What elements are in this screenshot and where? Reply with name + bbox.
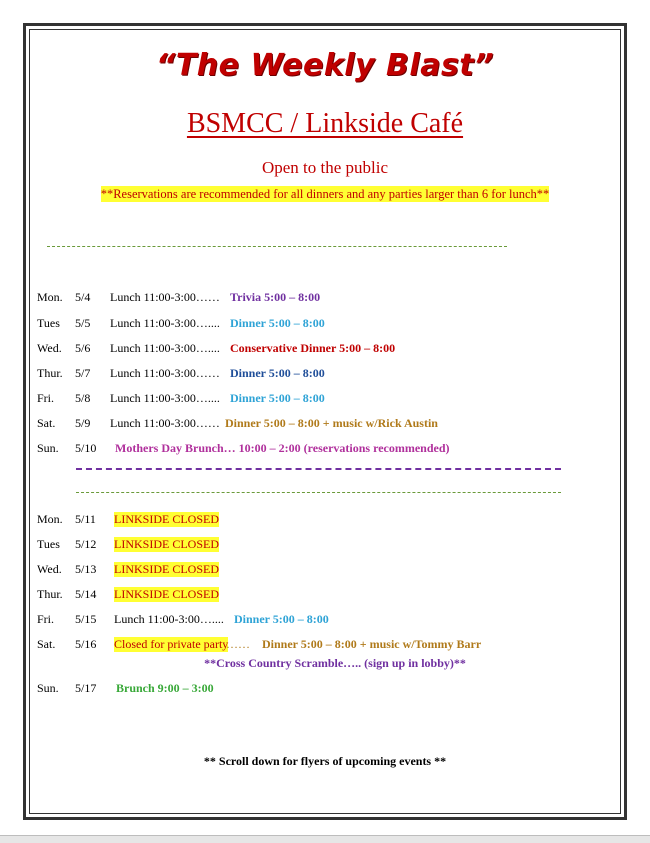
day-label: Sat. (37, 637, 56, 651)
date-label: 5/14 (75, 587, 97, 601)
lunch-hours: Lunch 11:00-3:00…… (110, 290, 220, 304)
day-label: Mon. (37, 290, 63, 304)
date-label: 5/7 (75, 366, 91, 380)
event-trivia: Trivia 5:00 – 8:00 (230, 290, 321, 304)
open-to-public-text: Open to the public (261, 158, 389, 177)
event-conservative-dinner: Conservative Dinner 5:00 – 8:00 (230, 341, 396, 355)
date-label: 5/6 (75, 341, 91, 355)
event-brunch: Brunch 9:00 – 3:00 (116, 681, 214, 695)
date-label: 5/17 (75, 681, 97, 695)
event-dinner: Dinner 5:00 – 8:00 (234, 612, 329, 626)
divider-middle-green (76, 492, 561, 493)
day-label: Sun. (37, 441, 59, 455)
lunch-hours: Lunch 11:00-3:00…… (110, 366, 220, 380)
day-label: Sun. (37, 681, 59, 695)
day-label: Thur. (37, 587, 63, 601)
scroll-down-footer: ** Scroll down for flyers of upcoming events ** (203, 754, 447, 768)
date-label: 5/15 (75, 612, 97, 626)
date-label: 5/10 (75, 441, 97, 455)
divider-middle-purple (76, 468, 561, 470)
date-label: 5/8 (75, 391, 91, 405)
event-dinner-music: Dinner 5:00 – 8:00 + music w/Tommy Barr (262, 637, 482, 651)
reservations-notice-text: **Reservations are recommended for all dinners and any parties larger than 6 for lunch** (100, 187, 550, 201)
day-label: Thur. (37, 366, 63, 380)
day-label: Tues (37, 537, 60, 551)
date-label: 5/11 (75, 512, 96, 526)
lunch-hours: Lunch 11:00-3:00….... (114, 612, 224, 626)
event-mothers-day-brunch: Mothers Day Brunch… 10:00 – 2:00 (reservations recommended) (115, 441, 450, 455)
date-label: 5/5 (75, 316, 91, 330)
closed-badge: LINKSIDE CLOSED (114, 537, 219, 551)
day-label: Fri. (37, 391, 55, 405)
event-dinner: Dinner 5:00 – 8:00 (230, 391, 325, 405)
divider-top (47, 246, 507, 247)
event-dinner-music: Dinner 5:00 – 8:00 + music w/Rick Austin (225, 416, 438, 430)
day-label: Fri. (37, 612, 55, 626)
date-label: 5/9 (75, 416, 91, 430)
lunch-hours: Lunch 11:00-3:00…… (110, 416, 220, 430)
venue-heading (0, 108, 650, 140)
event-dinner: Dinner 5:00 – 8:00 (230, 366, 325, 380)
lunch-hours: Lunch 11:00-3:00….... (110, 316, 220, 330)
lunch-hours: Lunch 11:00-3:00….... (110, 391, 220, 405)
closed-badge: LINKSIDE CLOSED (114, 587, 219, 601)
cross-country-scramble-note: **Cross Country Scramble….. (sign up in lobby)** (204, 656, 466, 670)
date-label: 5/13 (75, 562, 97, 576)
event-dinner: Dinner 5:00 – 8:00 (230, 316, 325, 330)
day-label: Wed. (37, 562, 62, 576)
venue-name: BSMCC / Linkside Café (186, 108, 464, 139)
private-party-badge: Closed for private party (114, 637, 229, 651)
lunch-hours: Lunch 11:00-3:00….... (110, 341, 220, 355)
day-label: Mon. (37, 512, 63, 526)
date-label: 5/16 (75, 637, 97, 651)
date-label: 5/4 (75, 290, 91, 304)
reservations-notice (0, 187, 650, 202)
day-label: Wed. (37, 341, 62, 355)
day-label: Sat. (37, 416, 56, 430)
dots-separator: …… (226, 637, 250, 651)
closed-badge: LINKSIDE CLOSED (114, 562, 219, 576)
closed-badge: LINKSIDE CLOSED (114, 512, 219, 526)
newsletter-title: “The Weekly Blast” (156, 48, 494, 83)
day-label: Tues (37, 316, 60, 330)
date-label: 5/12 (75, 537, 97, 551)
